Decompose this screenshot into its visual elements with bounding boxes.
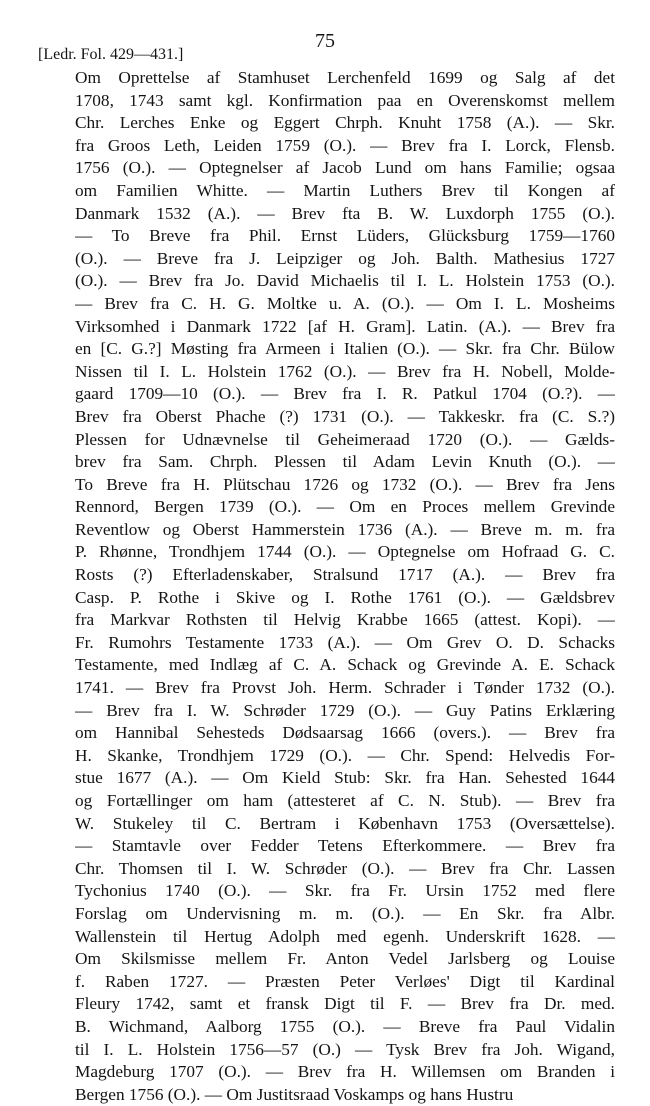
text-line: — Brev fra C. H. G. Moltke u. A. (O.). — Om I. L. Mosheims bbox=[75, 293, 615, 313]
text-line: B. Wichmand, Aalborg 1755 (O.). — Breve fra Paul Vidalin bbox=[75, 1016, 615, 1036]
text-line: Om Skilsmisse mellem Fr. Anton Vedel Jarlsberg og Louise bbox=[75, 949, 615, 969]
shelfmark-reference: [Ledr. Fol. 429—431.] bbox=[38, 46, 184, 63]
text-line: Chr. Thomsen til I. W. Schrøder (O.). — Brev fra Chr. Lassen bbox=[75, 858, 615, 878]
text-line: Magdeburg 1707 (O.). — Brev fra H. Willemsen om Branden i bbox=[75, 1062, 615, 1082]
text-line: — Stamtavle over Fedder Tetens Efterkommere. — Brev fra bbox=[75, 836, 615, 856]
text-line: en [C. G.?] Møsting fra Armeen i Italien (O.). — Skr. fra Chr. Bülow bbox=[75, 339, 615, 359]
text-line: gaard 1709—10 (O.). — Brev fra I. R. Patkul 1704 (O.?). — bbox=[75, 384, 615, 404]
text-line: Danmark 1532 (A.). — Brev fta B. W. Luxdorph 1755 (O.). bbox=[75, 203, 615, 223]
catalogue-text bbox=[75, 67, 615, 1106]
text-line: — To Breve fra Phil. Ernst Lüders, Glücksburg 1759—1760 bbox=[75, 226, 615, 246]
text-line: (O.). — Brev fra Jo. David Michaelis til I. L. Holstein 1753 (O.). bbox=[75, 271, 615, 291]
text-line: Brev fra Oberst Phache (?) 1731 (O.). — Takkeskr. fra (C. S.?) bbox=[75, 406, 615, 426]
text-line: H. Skanke, Trondhjem 1729 (O.). — Chr. Spend: Helvedis For- bbox=[75, 745, 615, 765]
text-line: 1741. — Brev fra Provst Joh. Herm. Schrader i Tønder 1732 (O.). bbox=[75, 678, 615, 698]
text-line: og Fortællinger om ham (attesteret af C. N. Stub). — Brev fra bbox=[75, 791, 615, 810]
text-line: Rosts (?) Efterladenskaber, Stralsund 1717 (A.). — Brev fra bbox=[75, 565, 615, 585]
text-line: 1756 (O.). — Optegnelser af Jacob Lund om hans Familie; ogsaa bbox=[75, 158, 615, 178]
text-line: f. Raben 1727. — Præsten Peter Verløes' Digt til Kardinal bbox=[75, 971, 615, 991]
text-line: Testamente, med Indlæg af C. A. Schack og Grevinde A. E. Schack bbox=[75, 655, 615, 675]
page-number: 75 bbox=[315, 30, 335, 52]
text-line: brev fra Sam. Chrph. Plessen til Adam Levin Knuth (O.). — bbox=[75, 452, 615, 472]
text-line: til I. L. Holstein 1756—57 (O.) — Tysk Brev fra Joh. Wigand, bbox=[75, 1039, 615, 1059]
text-line: Rennord, Bergen 1739 (O.). — Om en Proces mellem Grevinde bbox=[75, 497, 615, 517]
text-line: Forslag om Undervisning m. m. (O.). — En Skr. fra Albr. bbox=[75, 903, 615, 923]
text-line: — Brev fra I. W. Schrøder 1729 (O.). — Guy Patins Erklæring bbox=[75, 700, 615, 720]
text-line: Om Oprettelse af Stamhuset Lerchenfeld 1699 og Salg af det bbox=[75, 68, 615, 87]
text-line: fra Markvar Rothsten til Helvig Krabbe 1665 (attest. Kopi). — bbox=[75, 610, 615, 630]
text-line: Fr. Rumohrs Testamente 1733 (A.). — Om Grev O. D. Schacks bbox=[75, 632, 615, 652]
text-line: Bergen 1756 (O.). — Om Justitsraad Voskamps og hans Hustru bbox=[75, 1084, 514, 1104]
text-line: W. Stukeley til C. Bertram i København 1753 (Oversættelse). bbox=[75, 813, 615, 833]
text-line: om Familien Whitte. — Martin Luthers Brev til Kongen af bbox=[75, 180, 615, 200]
text-line: Reventlow og Oberst Hammerstein 1736 (A.). — Breve m. m. fra bbox=[75, 519, 615, 539]
text-line: om Hannibal Sehesteds Dødsaarsag 1666 (overs.). — Brev fra bbox=[75, 723, 615, 743]
text-line: Fleury 1742, samt et fransk Digt til F. — Brev fra Dr. med. bbox=[75, 994, 615, 1014]
text-line: Casp. P. Rothe i Skive og I. Rothe 1761 (O.). — Gældsbrev bbox=[75, 587, 615, 607]
text-line: (O.). — Breve fra J. Leipziger og Joh. Balth. Mathesius 1727 bbox=[75, 248, 615, 268]
text-line: Tychonius 1740 (O.). — Skr. fra Fr. Ursin 1752 med flere bbox=[75, 881, 615, 901]
text-line: Chr. Lerches Enke og Eggert Chrph. Knuht 1758 (A.). — Skr. bbox=[75, 113, 615, 133]
text-line: Wallenstein til Hertug Adolph med egenh. Underskrift 1628. — bbox=[75, 926, 615, 946]
text-line: Plessen for Udnævnelse til Geheimeraad 1720 (O.). — Gælds- bbox=[75, 429, 615, 449]
text-line: 1708, 1743 samt kgl. Konfirmation paa en Overenskomst mellem bbox=[75, 90, 615, 110]
text-line: Virksomhed i Danmark 1722 [af H. Gram]. Latin. (A.). — Brev fra bbox=[75, 316, 615, 336]
text-line: To Breve fra H. Plütschau 1726 og 1732 (O.). — Brev fra Jens bbox=[75, 474, 615, 494]
text-line: fra Groos Leth, Leiden 1759 (O.). — Brev fra I. Lorck, Flensb. bbox=[75, 135, 615, 155]
text-line: Nissen til I. L. Holstein 1762 (O.). — Brev fra H. Nobell, Molde- bbox=[75, 361, 615, 381]
text-line: P. Rhønne, Trondhjem 1744 (O.). — Optegnelse om Hofraad G. C. bbox=[75, 542, 615, 562]
text-line: stue 1677 (A.). — Om Kield Stub: Skr. fra Han. Sehested 1644 bbox=[75, 768, 615, 788]
